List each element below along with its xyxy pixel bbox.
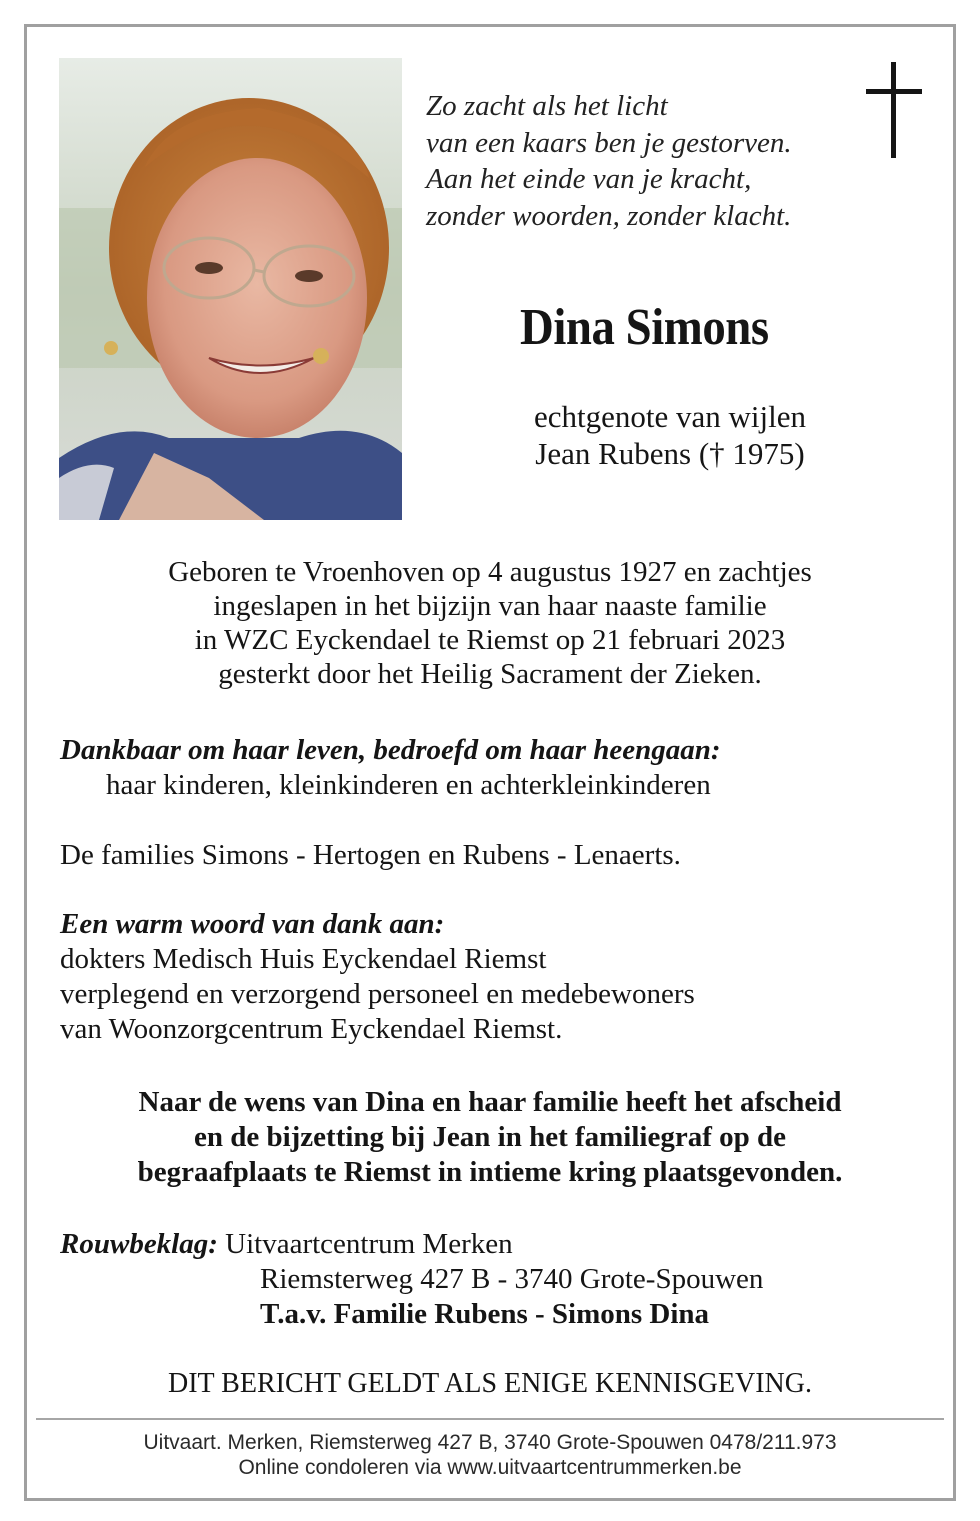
- poem-line: Aan het einde van je kracht,: [426, 163, 752, 195]
- footer: [40, 1430, 940, 1480]
- birth-death-info: [60, 555, 920, 691]
- condolence-section: [60, 1227, 940, 1332]
- birth-line: Geboren te Vroenhoven op 4 augustus 1927 en zachtjes: [168, 556, 812, 588]
- birth-line: ingeslapen in het bijzijn van haar naaste familie: [213, 590, 767, 622]
- condolence-attention: T.a.v. Familie Rubens - Simons Dina: [260, 1298, 710, 1330]
- mourners-heading: Dankbaar om haar leven, bedroefd om haar heengaan:: [60, 734, 721, 766]
- spouse-line: Jean Rubens († 1975): [535, 436, 805, 471]
- thanks-heading: Een warm woord van dank aan:: [60, 908, 445, 940]
- condolence-label: Rouwbeklag:: [60, 1228, 218, 1260]
- spouse-info: [470, 398, 870, 472]
- closing-notice: DIT BERICHT GELDT ALS ENIGE KENNISGEVING.: [168, 1368, 812, 1399]
- poem-line: van een kaars ben je gestorven.: [426, 126, 792, 159]
- poem-line: Zo zacht als het licht: [426, 90, 668, 122]
- mourners-line: haar kinderen, kleinkinderen en achterkleinkinderen: [106, 769, 711, 801]
- wish-line: Naar de wens van Dina en haar familie heeft het afscheid: [138, 1086, 842, 1118]
- footer-divider: [36, 1418, 944, 1420]
- deceased-name: Dina Simons: [520, 299, 769, 356]
- thanks-line: verplegend en verzorgend personeel en medebewoners: [60, 978, 695, 1010]
- cross-icon: [866, 62, 922, 158]
- birth-line: in WZC Eyckendael te Riemst op 21 februari 2023: [194, 624, 786, 656]
- wish-paragraph: [50, 1085, 930, 1190]
- thanks-line: dokters Medisch Huis Eyckendael Riemst: [60, 943, 547, 975]
- poem-line: zonder woorden, zonder klacht.: [426, 199, 792, 232]
- wish-line: en de bijzetting bij Jean in het familiegraf op de: [193, 1121, 787, 1153]
- spouse-line: echtgenote van wijlen: [533, 399, 806, 434]
- condolence-name: Uitvaartcentrum Merken: [225, 1228, 513, 1260]
- portrait-photo: [59, 58, 402, 520]
- thanks-line: van Woonzorgcentrum Eyckendael Riemst.: [60, 1013, 563, 1045]
- footer-website[interactable]: Online condoleren via www.uitvaartcentrummerken.be: [238, 1456, 742, 1479]
- families-line: De families Simons - Hertogen en Rubens - Lenaerts.: [60, 839, 681, 871]
- birth-line: gesterkt door het Heilig Sacrament der Zieken.: [218, 658, 762, 690]
- mourners-section: [60, 733, 940, 803]
- thanks-section: [60, 907, 940, 1047]
- footer-contact: Uitvaart. Merken, Riemsterweg 427 B, 3740 Grote-Spouwen 0478/211.973: [143, 1431, 837, 1454]
- memorial-poem: [426, 88, 856, 234]
- condolence-address: Riemsterweg 427 B - 3740 Grote-Spouwen: [260, 1263, 764, 1295]
- wish-line: begraafplaats te Riemst in intieme kring plaatsgevonden.: [137, 1156, 843, 1188]
